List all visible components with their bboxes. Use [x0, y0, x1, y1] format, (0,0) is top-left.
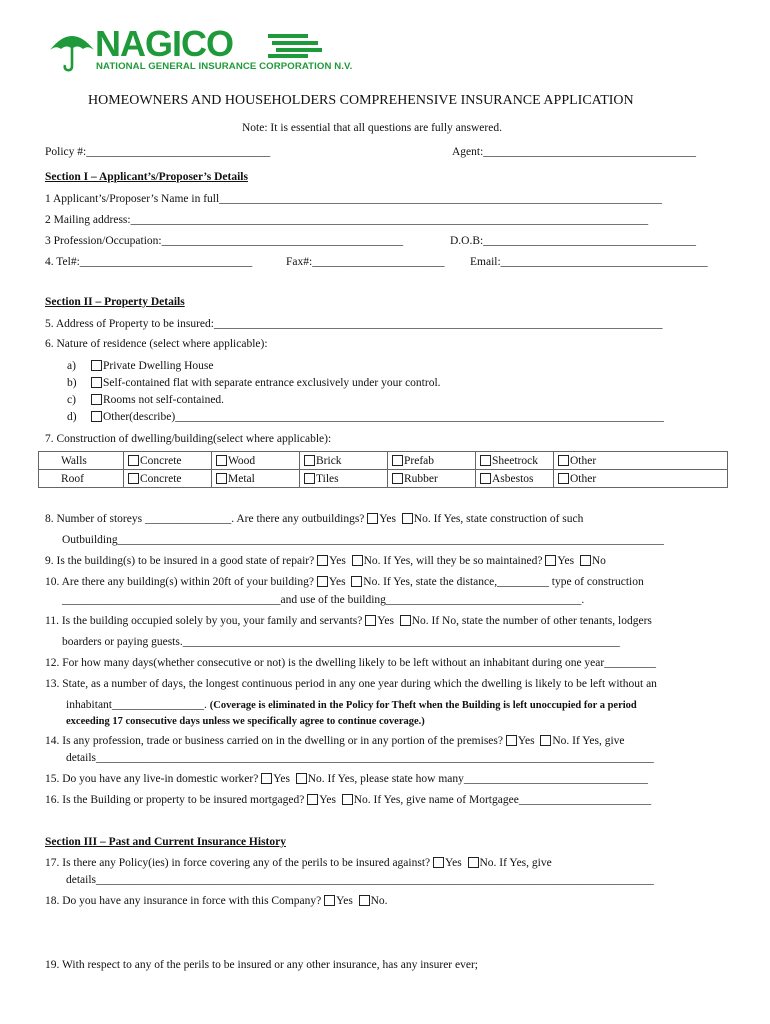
table-cell[interactable]	[388, 470, 476, 488]
checkbox[interactable]	[558, 473, 569, 484]
umbrella-icon	[48, 30, 96, 72]
yes-label: Yes	[319, 794, 336, 806]
table-cell[interactable]	[212, 452, 300, 470]
checkbox[interactable]	[261, 773, 272, 784]
option-letter: c)	[67, 394, 76, 406]
table-cell[interactable]	[554, 470, 728, 488]
agent-field[interactable]: Agent:_____________________________________	[452, 146, 697, 158]
name-field[interactable]: 1 Applicant’s/Proposer’s Name in full_____________________________________________________________________________	[45, 193, 662, 205]
question-text: 15. Do you have any live-in domestic worker?	[45, 773, 259, 785]
coverage-warning-continued: exceeding 17 consecutive days unless we specifically agree to continue coverage.)	[66, 716, 425, 727]
table-cell[interactable]	[554, 452, 728, 470]
yes-label: Yes	[273, 773, 290, 785]
checkbox[interactable]	[506, 735, 517, 746]
checkbox[interactable]	[91, 377, 102, 388]
checkbox[interactable]	[91, 411, 102, 422]
yes-label: Yes	[336, 895, 353, 907]
form-title: HOMEOWNERS AND HOUSEHOLDERS COMPREHENSIVE INSURANCE APPLICATION	[88, 93, 634, 108]
section-2-heading: Section II – Property Details	[45, 296, 185, 308]
question-14	[45, 735, 625, 747]
table-cell[interactable]	[212, 470, 300, 488]
checkbox[interactable]	[296, 773, 307, 784]
tel-field[interactable]: 4. Tel#:______________________________	[45, 256, 253, 268]
checkbox[interactable]	[91, 360, 102, 371]
checkbox[interactable]	[402, 513, 413, 524]
question-9	[45, 555, 606, 567]
occupation-field[interactable]: 3 Profession/Occupation:__________________________________________	[45, 235, 404, 247]
section-1-heading: Section I – Applicant’s/Proposer’s Details	[45, 171, 248, 183]
row-label: Roof	[39, 470, 124, 488]
no-label: No. If Yes, will they be so maintained?	[363, 555, 543, 567]
cell-label: Wood	[228, 454, 256, 467]
cell-label: Rubber	[404, 472, 438, 485]
question-text: 11. Is the building occupied solely by you, your family and servants?	[45, 615, 363, 627]
question-text: 9. Is the building(s) to be insured in a good state of repair?	[45, 555, 315, 567]
checkbox[interactable]	[540, 735, 551, 746]
option-letter: d)	[67, 411, 77, 423]
no-label: No	[591, 555, 606, 567]
yes-label: Yes	[379, 513, 397, 525]
no-label: No. If Yes, state construction of such	[413, 513, 584, 525]
table-row	[39, 452, 728, 470]
checkbox[interactable]	[392, 455, 403, 466]
checkbox[interactable]	[128, 455, 139, 466]
checkbox[interactable]	[392, 473, 403, 484]
checkbox[interactable]	[480, 455, 491, 466]
question-text: 18. Do you have any insurance in force with this Company?	[45, 895, 322, 907]
table-row	[39, 470, 728, 488]
logo-wordmark: NAGICO	[95, 23, 233, 64]
option-letter: b)	[67, 377, 77, 389]
checkbox[interactable]	[304, 455, 315, 466]
checkbox[interactable]	[91, 394, 102, 405]
question-17	[45, 857, 552, 869]
checkbox[interactable]	[342, 794, 353, 805]
option-letter: a)	[67, 360, 76, 372]
option-row-b	[67, 377, 441, 389]
checkbox[interactable]	[433, 857, 444, 868]
email-field[interactable]: Email:____________________________________	[470, 256, 708, 268]
no-label: No. If Yes, give	[552, 735, 625, 747]
option-label: Self-contained flat with separate entrance exclusively under your control.	[103, 377, 441, 389]
question-19: 19. With respect to any of the perils to be insured or any other insurance, has any insurer ever;	[45, 959, 478, 971]
checkbox[interactable]	[304, 473, 315, 484]
outbuilding-field[interactable]: Outbuilding_______________________________________________________________________________________________	[62, 534, 664, 546]
no-label: No. If Yes, give	[479, 857, 552, 869]
logo-subtitle: NATIONAL GENERAL INSURANCE CORPORATION N.V.	[96, 61, 353, 72]
section-3-heading: Section III – Past and Current Insurance History	[45, 836, 286, 848]
question-12[interactable]: 12. For how many days(whether consecutive or not) is the dwelling likely to be left without an inhabitant during one year_________	[45, 657, 656, 669]
no-label: No. If Yes, please state how many________________________________	[307, 773, 648, 785]
checkbox[interactable]	[216, 473, 227, 484]
option-row-c	[67, 394, 224, 406]
policy-number-field[interactable]: Policy #:________________________________	[45, 146, 271, 158]
guests-field[interactable]: boarders or paying guests.____________________________________________________________________________	[62, 636, 620, 648]
table-cell[interactable]	[124, 470, 212, 488]
cell-label: Metal	[228, 472, 255, 485]
checkbox[interactable]	[545, 555, 556, 566]
question-10	[45, 576, 644, 588]
cell-label: Other	[570, 472, 597, 485]
cell-label: Sheetrock	[492, 454, 538, 467]
question-8	[45, 513, 583, 525]
question-13: 13. State, as a number of days, the longest continuous period in any one year during which the dwelling is likely to be left without an	[45, 678, 657, 690]
checkbox[interactable]	[558, 455, 569, 466]
coverage-warning: (Coverage is eliminated in the Policy for Theft when the Building is left unoccupied for a period	[209, 700, 637, 711]
fax-field[interactable]: Fax#:_______________________	[286, 256, 445, 268]
question-13-line-2	[66, 699, 637, 711]
no-label: No.	[370, 895, 388, 907]
checkbox[interactable]	[324, 895, 335, 906]
table-cell[interactable]	[300, 470, 388, 488]
checkbox[interactable]	[216, 455, 227, 466]
yes-label: Yes	[445, 857, 462, 869]
building-use-field[interactable]: ______________________________________and use of the building__________________________________.	[62, 594, 585, 606]
option-label: Rooms not self-contained.	[103, 394, 225, 406]
no-label: No. If Yes, state the distance,_________ type of construction	[363, 576, 644, 588]
form-note: Note: It is essential that all questions are fully answered.	[242, 122, 502, 134]
row-label: Walls	[39, 452, 124, 470]
checkbox[interactable]	[307, 794, 318, 805]
question-15	[45, 773, 648, 785]
construction-table	[38, 451, 728, 488]
option-row-d	[67, 411, 664, 423]
cell-label: Prefab	[404, 454, 435, 467]
question-6: 6. Nature of residence (select where applicable):	[45, 338, 268, 350]
option-label: Other(describe)_____________________________________________________________________________________	[103, 411, 664, 423]
inhabitant-field[interactable]: inhabitant________________.	[66, 699, 207, 711]
question-text: 16. Is the Building or property to be insured mortgaged?	[45, 794, 305, 806]
checkbox[interactable]	[359, 895, 370, 906]
no-label: No. If No, state the number of other tenants, lodgers	[411, 615, 652, 627]
question-7: 7. Construction of dwelling/building(select where applicable):	[45, 433, 332, 445]
yes-label: Yes	[557, 555, 575, 567]
yes-label: Yes	[328, 576, 346, 588]
cell-label: Other	[570, 454, 597, 467]
business-details-field[interactable]: details_________________________________________________________________________________________________	[66, 752, 654, 764]
checkbox[interactable]	[352, 555, 363, 566]
checkbox[interactable]	[480, 473, 491, 484]
checkbox[interactable]	[317, 555, 328, 566]
question-18	[45, 895, 388, 907]
cell-label: Concrete	[140, 472, 182, 485]
cell-label: Tiles	[316, 472, 339, 485]
checkbox[interactable]	[128, 473, 139, 484]
question-text: 8. Number of storeys _______________. Are there any outbuildings?	[45, 513, 365, 525]
cell-label: Brick	[316, 454, 342, 467]
checkbox[interactable]	[367, 513, 378, 524]
dob-field[interactable]: D.O.B:_____________________________________	[450, 235, 696, 247]
cell-label: Asbestos	[492, 472, 534, 485]
yes-label: Yes	[329, 555, 346, 567]
property-address-field[interactable]: 5. Address of Property to be insured:______________________________________________________________________________	[45, 318, 663, 330]
checkbox[interactable]	[400, 615, 411, 626]
checkbox[interactable]	[580, 555, 591, 566]
table-cell[interactable]	[300, 452, 388, 470]
option-label: Private Dwelling House	[103, 360, 214, 372]
question-text: 17. Is there any Policy(ies) in force covering any of the perils to be insured against?	[45, 857, 431, 869]
checkbox[interactable]	[365, 615, 376, 626]
table-cell[interactable]	[476, 470, 554, 488]
checkbox[interactable]	[468, 857, 479, 868]
question-text: 10. Are there any building(s) within 20ft of your building?	[45, 576, 314, 588]
table-cell[interactable]	[388, 452, 476, 470]
yes-label: Yes	[377, 615, 394, 627]
logo-stripes	[268, 34, 324, 58]
question-text: 14. Is any profession, trade or business carried on in the dwelling or in any portion of the premises?	[45, 735, 503, 747]
mailing-address-field[interactable]: 2 Mailing address:__________________________________________________________________________________________	[45, 214, 649, 226]
checkbox[interactable]	[351, 576, 362, 587]
checkbox[interactable]	[317, 576, 328, 587]
question-16	[45, 794, 651, 806]
yes-label: Yes	[517, 735, 535, 747]
question-11	[45, 615, 652, 627]
no-label: No. If Yes, give name of Mortgagee_______________________	[353, 794, 652, 806]
policy-details-field[interactable]: details_________________________________________________________________________________________________	[66, 874, 654, 886]
table-cell[interactable]	[124, 452, 212, 470]
cell-label: Concrete	[140, 454, 182, 467]
option-row-a	[67, 360, 214, 372]
table-cell[interactable]	[476, 452, 554, 470]
